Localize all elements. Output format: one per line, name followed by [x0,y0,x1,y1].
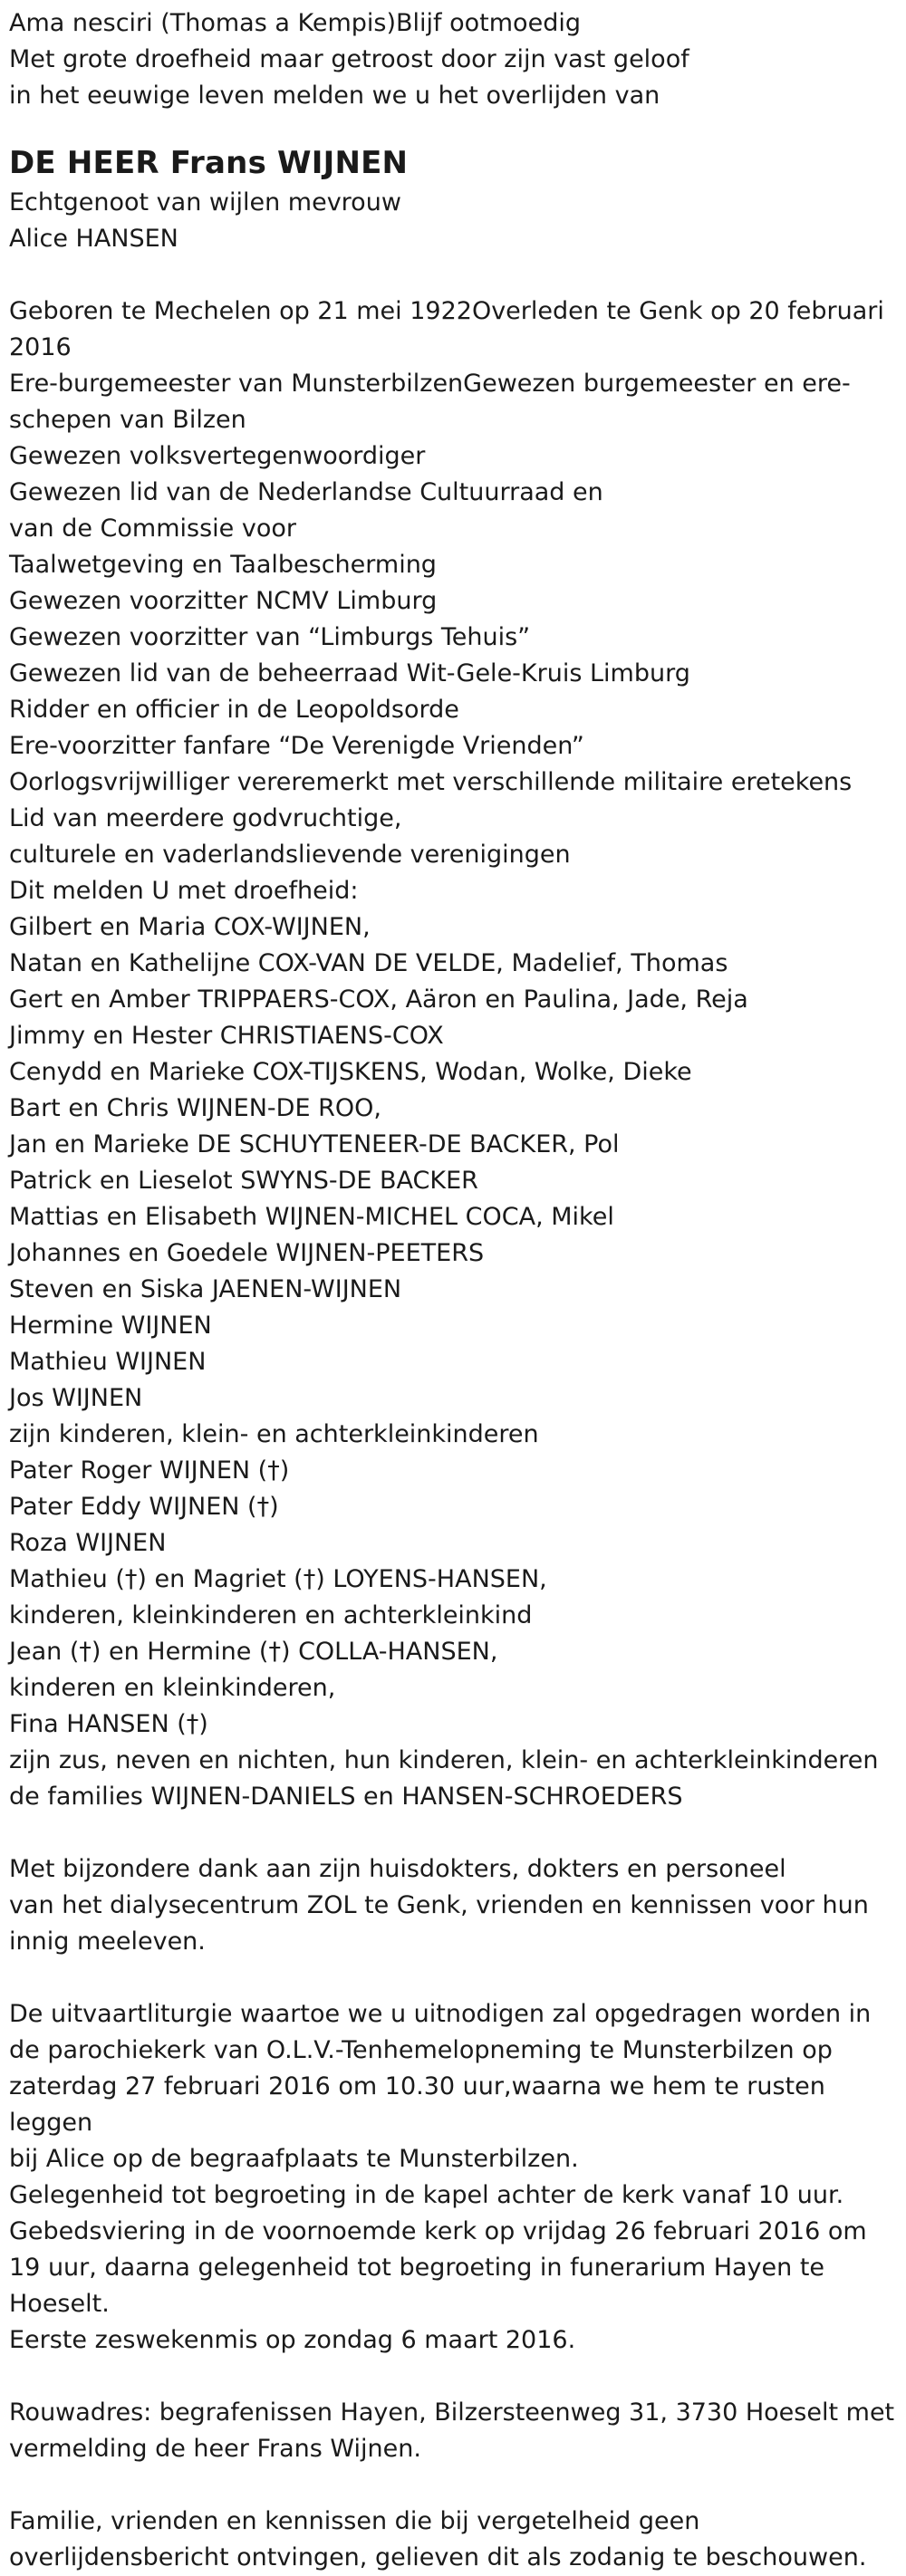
closing-section [9,2504,897,2576]
mourning-address: Rouwadres: begrafenissen Hayen, Bilzersteenweg 31, 3730 Hoeselt met vermelding de heer Frans Wijnen. [9,2398,895,2463]
funeral-line: De uitvaartliturgie waartoe we u uitnodigen zal opgedragen worden in [9,2000,872,2028]
family-member-line: Mattias en Elisabeth WIJNEN-MICHEL COCA, Mikel [9,1203,614,1231]
spacer [9,1960,897,1996]
spouse-line: Echtgenoot van wijlen mevrouw [9,188,401,216]
family-member-line: Jan en Marieke DE SCHUYTENEER-DE BACKER, Pol [9,1130,620,1158]
life-and-family-section [9,293,897,1815]
family-member-line: Hermine WIJNEN [9,1312,212,1340]
intro-section [9,5,897,114]
family-member-line: Mathieu WIJNEN [9,1348,207,1376]
family-member-line: de families WIJNEN-DANIELS en HANSEN-SCHROEDERS [9,1783,683,1811]
biography-line: Ridder en officier in de Leopoldsorde [9,696,459,724]
family-member-line: Gert en Amber TRIPPAERS-COX, Aäron en Paulina, Jade, Reja [9,985,748,1014]
family-member-line: Mathieu (†) en Magriet (†) LOYENS-HANSEN, [9,1565,547,1593]
biography-line: Oorlogsvrijwilliger vereremerkt met verschillende militaire eretekens [9,768,853,796]
biography-line: Ere-voorzitter fanfare “De Verenigde Vrienden” [9,732,584,760]
biography-line: Lid van meerdere godvruchtige, [9,804,402,832]
family-member-line: Jos WIJNEN [9,1384,143,1412]
biography-line: Gewezen voorzitter van “Limburgs Tehuis” [9,623,531,651]
funeral-line: Gebedsviering in de voornoemde kerk op vrijdag 26 februari 2016 om 19 uur, daarna gelegenheid tot begroeting in funerarium Hayen te Hoeselt. [9,2217,867,2318]
funeral-line: zaterdag 27 februari 2016 om 10.30 uur,waarna we hem te rusten leggen [9,2072,825,2137]
family-member-line: Jean (†) en Hermine (†) COLLA-HANSEN, [9,1638,498,1666]
spacer [9,257,897,293]
biography-line: Taalwetgeving en Taalbescherming [9,551,437,579]
biography-line: culturele en vaderlandslievende verenigingen [9,841,571,869]
family-member-line: kinderen en kleinkinderen, [9,1674,336,1702]
funeral-line: bij Alice op de begraafplaats te Munsterbilzen. [9,2145,579,2173]
family-member-line: Bart en Chris WIJNEN-DE ROO, [9,1094,381,1122]
family-member-line: Jimmy en Hester CHRISTIAENS-COX [9,1022,444,1050]
family-member-line: zijn kinderen, klein- en achterkleinkinderen [9,1420,539,1448]
family-member-line: Cenydd en Marieke COX-TIJSKENS, Wodan, Wolke, Dieke [9,1058,692,1086]
family-member-line: Pater Eddy WIJNEN (†) [9,1493,279,1521]
family-member-line: Natan en Kathelijne COX-VAN DE VELDE, Madelief, Thomas [9,949,728,977]
biography-line: Gewezen volksvertegenwoordiger [9,442,426,470]
biography-line: Gewezen lid van de beheerraad Wit-Gele-Kruis Limburg [9,659,690,687]
spacer [9,2359,897,2395]
biography-line: van de Commissie voor [9,514,296,543]
thanks-line: Met bijzondere dank aan zijn huisdokters, dokters en personeel [9,1855,786,1883]
family-member-line: Gilbert en Maria COX-WIJNEN, [9,913,371,941]
funeral-line: de parochiekerk van O.L.V.-Tenhemelopneming te Munsterbilzen op [9,2036,833,2064]
announcement-line: Dit melden U met droefheid: [9,877,359,905]
closing-line: overlijdensbericht ontvingen, gelieven dit als zodanig te beschouwen. [9,2543,867,2571]
biography-line: Gewezen lid van de Nederlandse Cultuurraad en [9,478,603,506]
family-member-line: Fina HANSEN (†) [9,1710,208,1738]
funeral-line: Gelegenheid tot begroeting in de kapel achter de kerk vanaf 10 uur. [9,2181,844,2209]
thanks-section [9,1851,897,1960]
spouse-section [9,185,897,257]
deceased-name: DE HEER Frans WIJNEN [9,145,409,181]
funeral-line: Eerste zeswekenmis op zondag 6 maart 2016. [9,2326,576,2354]
intro-line: Met grote droefheid maar getroost door zijn vast geloof [9,45,689,73]
family-member-line: Patrick en Lieselot SWYNS-DE BACKER [9,1167,478,1195]
intro-line: in het eeuwige leven melden we u het overlijden van [9,82,660,110]
birth-death-line: Geboren te Mechelen op 21 mei 1922Overleden te Genk op 20 februari 2016 [9,297,884,361]
family-member-line: zijn zus, neven en nichten, hun kinderen, klein- en achterkleinkinderen [9,1746,879,1774]
spacer [9,1815,897,1851]
biography-line: Gewezen voorzitter NCMV Limburg [9,587,438,615]
family-member-line: kinderen, kleinkinderen en achterkleinkind [9,1601,533,1629]
spouse-name: Alice HANSEN [9,225,178,253]
biography-line: Ere-burgemeester van MunsterbilzenGewezen burgemeester en ere-schepen van Bilzen [9,370,851,434]
closing-line: Familie, vrienden en kennissen die bij vergetelheid geen [9,2507,700,2535]
address-section [9,2395,897,2467]
spacer [9,2467,897,2504]
family-member-line: Steven en Siska JAENEN-WIJNEN [9,1275,402,1303]
family-member-line: Pater Roger WIJNEN (†) [9,1456,290,1485]
family-member-line: Johannes en Goedele WIJNEN-PEETERS [9,1239,485,1267]
family-member-line: Roza WIJNEN [9,1529,167,1557]
thanks-line: van het dialysecentrum ZOL te Genk, vrienden en kennissen voor hun innig meeleven. [9,1891,869,1956]
funeral-section [9,1996,897,2359]
intro-line: Ama nesciri (Thomas a Kempis)Blijf ootmoedig [9,9,581,37]
